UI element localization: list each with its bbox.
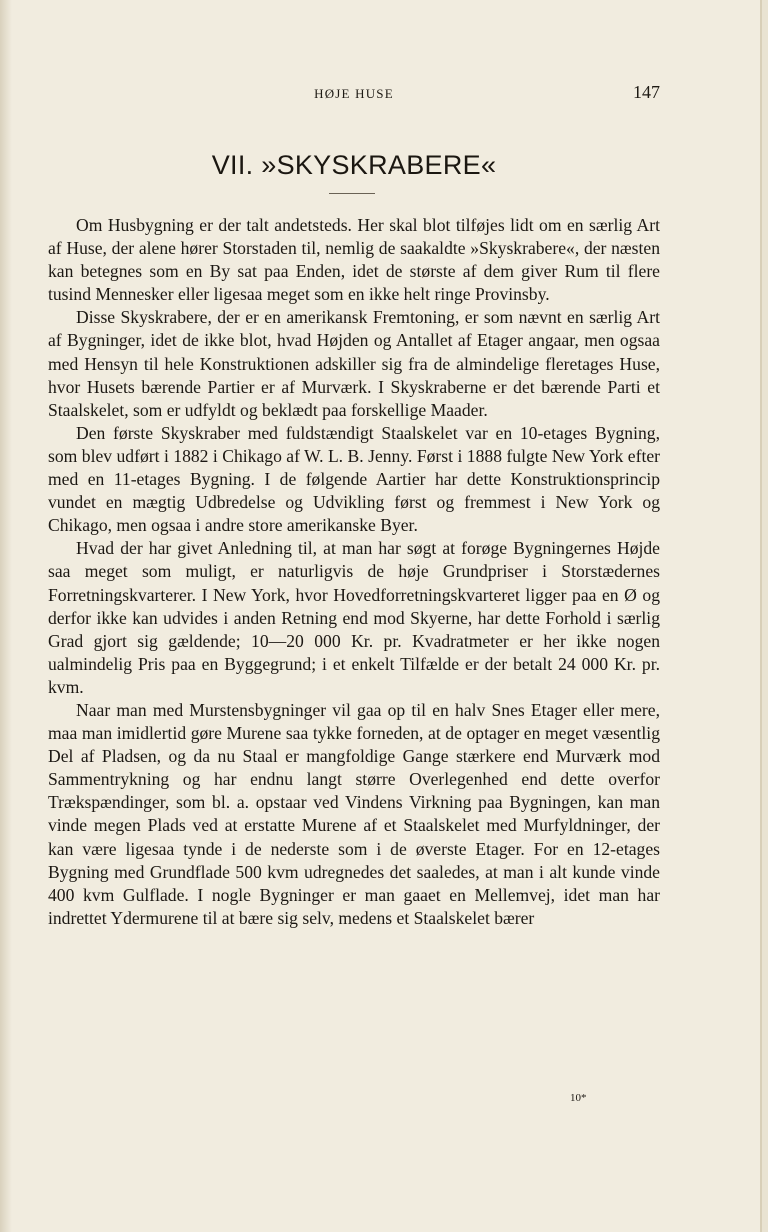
running-head (48, 82, 660, 106)
paragraph: Disse Skyskrabere, der er en amerikansk Fremtoning, er som nævnt en særlig Art af Bygninger, idet de ikke blot, hvad Højden og Antallet af Etager angaar, men ogsaa med Hensyn til hele Konstruktionen adskiller sig fra de almindelige fleretages Huse, hvor Husets bærende Partier er af Murværk. I Skyskraberne er det bærende Parti et Staalskelet, som er udfyldt og beklædt paa forskellige Maader. (48, 307, 660, 420)
heading-divider (329, 193, 375, 194)
chapter-heading: VII. »SKYSKRABERE« (211, 150, 497, 180)
body-text (48, 214, 660, 930)
page-number: 147 (633, 82, 660, 102)
paragraph: Om Husbygning er der talt andetsteds. Her skal blot tilføjes lidt om en særlig Art af Huse, der alene hører Storstaden til, nemlig de saakaldte »Skyskrabere«, der næsten kan betegnes som en By sat paa Enden, idet de største af dem giver Rum til flere tusind Mennesker eller ligesaa meget som en ikke helt ringe Provinsby. (48, 215, 660, 305)
paragraph: Naar man med Murstensbygninger vil gaa op til en halv Snes Etager eller mere, maa man imidlertid gøre Murene saa tykke forneden, at de optager en meget væsentlig Del af Pladsen, og da nu Staal er mangfoldige Gange stærkere end Murværk mod Sammentrykning og har endnu langt større Overlegenhed end dette overfor Trækspændinger, som bl. a. opstaar ved Vindens Virkning paa Bygningen, kan man vinde megen Plads ved at erstatte Murene af et Staalskelet med Murfyldninger, der kan være ligesaa tynde i de nederste som i de øverste Etager. For en 12-etages Bygning med Grundflade 500 kvm udregnedes det saaledes, at man i alt kunde vinde 400 kvm Gulflade. I nogle Bygninger er man gaaet en Mellemvej, idet man har indrettet Ydermurene til at bære sig selv, medens et Staalskelet bærer (48, 699, 660, 928)
paragraph: Hvad der har givet Anledning til, at man har søgt at forøge Bygningernes Højde saa meget som muligt, er naturligvis de høje Grundpriser i Storstædernes Forretningskvarterer. I New York, hvor Hovedforretningskvarteret ligger paa en Ø og derfor ikke kan udvides i anden Retning end mod Skyerne, har dette Forhold i særlig Grad gjort sig gældende; 10—20 000 Kr. pr. Kvadratmeter er her ikke nogen ualmindelig Pris paa en Byggegrund; i et enkelt Tilfælde er der betalt 24 000 Kr. pr. kvm. (48, 538, 660, 697)
running-title: HØJE HUSE (314, 86, 394, 101)
paragraph: Den første Skyskraber med fuldstændigt Staalskelet var en 10-etages Bygning, som blev udført i 1882 i Chikago af W. L. B. Jenny. Først i 1888 fulgte New York efter med en 11-etages Bygning. I de følgende Aartier har dette Konstruktionsprincip vundet en mægtig Udbredelse og Udvikling først og fremmest i New York og Chikago, men ogsaa i andre store amerikanske Byer. (48, 422, 660, 536)
page-gutter-shadow (0, 0, 12, 1232)
signature-mark: 10* (570, 1092, 587, 1104)
